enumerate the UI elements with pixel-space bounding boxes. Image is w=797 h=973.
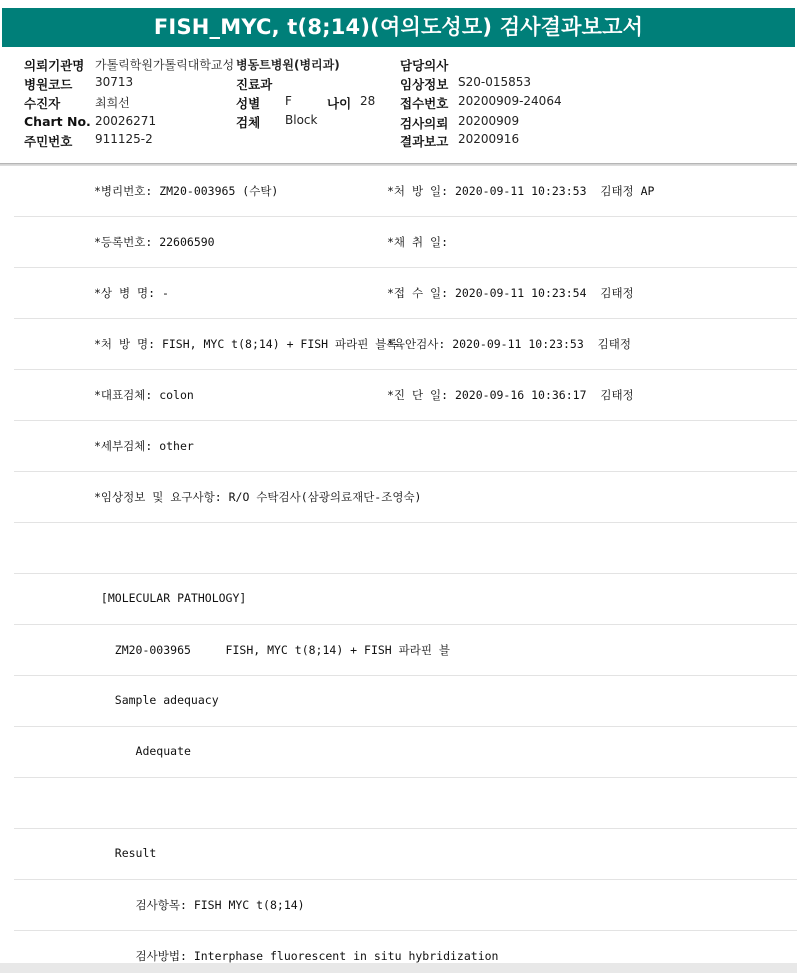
report-row [14,319,797,370]
report-body[interactable] [0,166,797,963]
receipt-no-value: 20200909-24064 [458,94,562,108]
row-left-text: *대표검체: colon [94,388,194,402]
dept-label: 진료과 [236,77,273,92]
resident-no-value: 911125-2 [95,132,153,146]
clinical-info-label: 임상정보 [400,77,449,92]
report-row [14,574,797,625]
patient-info-header [0,47,797,164]
specimen-value: Block [285,113,318,127]
row-left-text: *병리번호: ZM20-003965 (수탁) [94,184,279,198]
request-date-value: 20200909 [458,114,520,128]
resident-no-label: 주민번호 [24,134,73,149]
row-right-text: *처 방 일: 2020-09-11 10:23:53 김태정 AP [387,184,655,198]
chart-no-value: 20026271 [95,114,157,128]
row-left-text: *상 병 명: - [94,286,169,300]
report-row [14,523,797,574]
report-row [14,625,797,676]
attending-label: 담당의사 [400,58,449,73]
age-label: 나이 [327,96,352,111]
report-date-label: 결과보고 [400,134,449,149]
row-left-text: Sample adequacy [94,693,219,707]
row-left-text: *등록번호: 22606590 [94,235,215,249]
report-row [14,727,797,778]
row-right-text: *접 수 일: 2020-09-11 10:23:54 김태정 [387,286,634,300]
row-left-text: Adequate [94,744,191,758]
age-value: 28 [360,94,376,108]
clinical-info-value: S20-015853 [458,75,532,89]
row-right-text: *채 취 일: [387,235,449,249]
report-row [14,217,797,268]
report-row [14,676,797,727]
report-row [14,370,797,421]
ward-value: 병동트병원(병리과) [236,58,340,72]
patient-label: 수진자 [24,96,61,111]
row-left-text: 검사방법: Interphase fluorescent in situ hybridization [94,949,499,963]
chart-no-label: Chart No. [24,114,91,129]
bottom-edge [0,963,797,973]
report-title: FISH_MYC, t(8;14)(여의도성모) 검사결과보고서 [2,8,795,47]
row-left-text: [MOLECULAR PATHOLOGY] [94,591,247,605]
report-row [14,880,797,931]
report-row [14,472,797,523]
hospital-code-label: 병원코드 [24,77,73,92]
sex-value: F [285,94,292,108]
institution-value: 가톨릭학원가톨릭대학교성 [95,58,235,72]
row-left-text: Result [94,846,157,860]
report-date-value: 20200916 [458,132,520,146]
institution-label: 의뢰기관명 [24,58,85,73]
row-left-text: *처 방 명: FISH, MYC t(8;14) + FISH 파라핀 블록 [94,337,398,351]
hospital-code-value: 30713 [95,75,134,89]
patient-value: 최희선 [95,96,130,110]
report-row [14,778,797,829]
report-row [14,829,797,880]
report-row [14,268,797,319]
row-left-text: *임상정보 및 요구사항: R/O 수탁검사(삼광의료재단-조영숙) [94,490,422,504]
row-left-text: 검사항목: FISH MYC t(8;14) [94,898,305,912]
report-row [14,166,797,217]
report-row [14,421,797,472]
sex-label: 성별 [236,96,261,111]
receipt-no-label: 접수번호 [400,96,449,111]
row-right-text: *육안검사: 2020-09-11 10:23:53 김태정 [387,337,631,351]
row-left-text: ZM20-003965 FISH, MYC t(8;14) + FISH 파라핀 블 [94,643,450,657]
row-right-text: *진 단 일: 2020-09-16 10:36:17 김태정 [387,388,634,402]
specimen-label: 검체 [236,115,261,130]
request-date-label: 검사의뢰 [400,116,449,131]
row-left-text: *세부검체: other [94,439,194,453]
